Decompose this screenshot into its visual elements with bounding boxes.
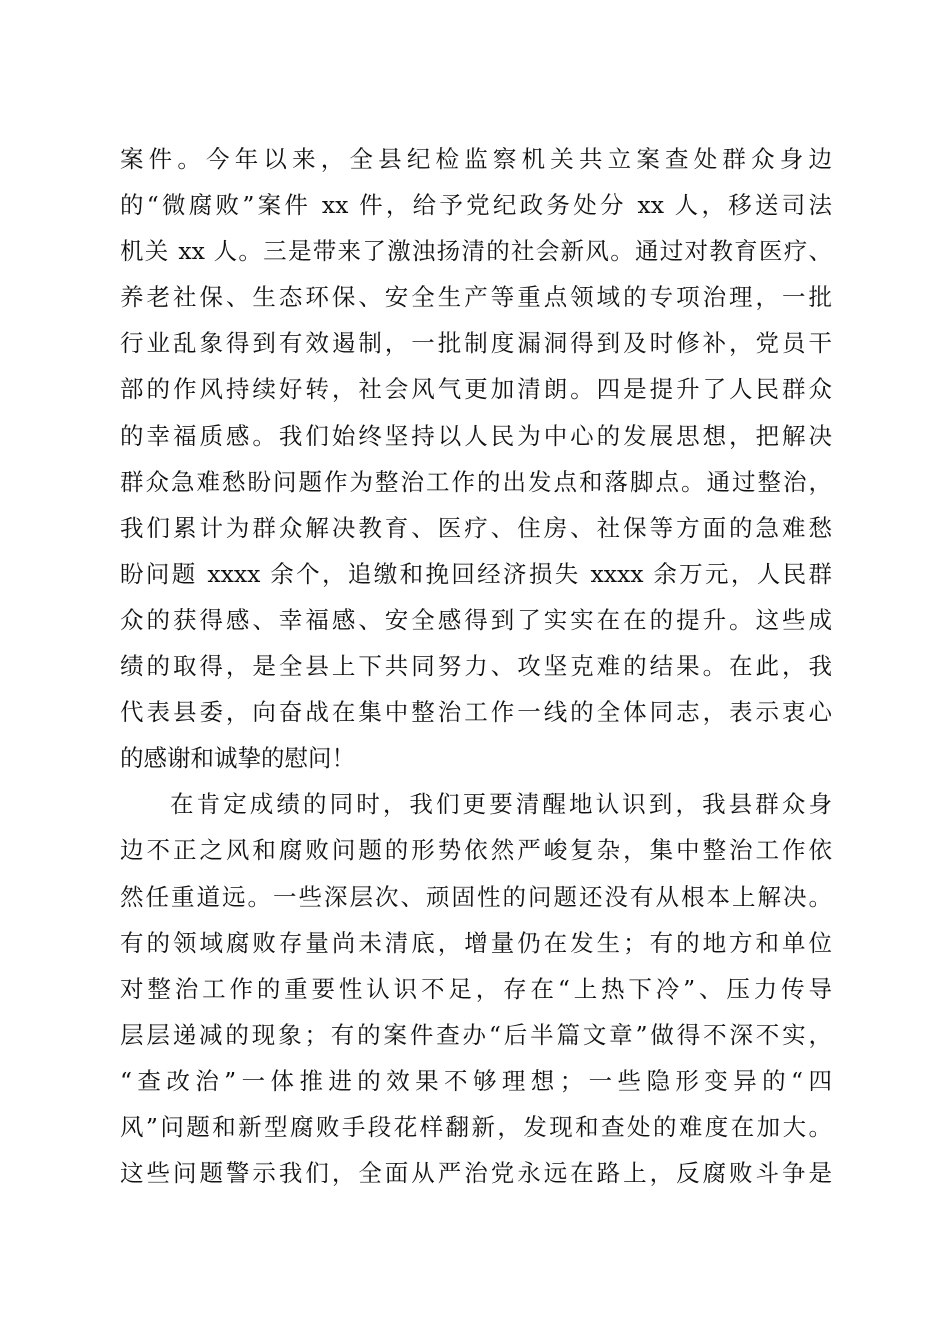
- text-line: 绩的取得，是全县上下共同努力、攻坚克难的结果。在此，我: [120, 652, 832, 681]
- text-line: 群众急难愁盼问题作为整治工作的出发点和落脚点。通过整治，: [120, 467, 832, 496]
- text-line: 行业乱象得到有效遏制，一批制度漏洞得到及时修补，党员干: [120, 329, 832, 358]
- text-line: 盼问题 xxxx 余个，追缴和挽回经济损失 xxxx 余万元，人民群: [120, 559, 832, 588]
- text-line: 然任重道远。一些深层次、顽固性的问题还没有从根本上解决。: [120, 882, 832, 911]
- text-line: 众的获得感、幸福感、安全感得到了实实在在的提升。这些成: [120, 605, 832, 634]
- text-line: 的感谢和诚挚的慰问！: [120, 744, 355, 773]
- document-body: [120, 136, 832, 1196]
- text-line: 机关 xx 人。三是带来了激浊扬清的社会新风。通过对教育医疗、: [120, 237, 832, 266]
- text-line: 对整治工作的重要性认识不足，存在“上热下冷”、压力传导: [120, 974, 832, 1003]
- text-line: 养老社保、生态环保、安全生产等重点领域的专项治理，一批: [120, 283, 832, 312]
- paragraph-achievements: [120, 136, 832, 781]
- text-line: 边不正之风和腐败问题的形势依然严峻复杂，集中整治工作依: [120, 836, 832, 865]
- text-line: 这些问题警示我们，全面从严治党永远在路上，反腐败斗争是: [120, 1159, 832, 1188]
- text-line: 我们累计为群众解决教育、医疗、住房、社保等方面的急难愁: [120, 513, 832, 542]
- text-line: 代表县委，向奋战在集中整治工作一线的全体同志，表示衷心: [120, 698, 832, 727]
- text-line: 层层递减的现象；有的案件查办“后半篇文章”做得不深不实，: [120, 1020, 832, 1049]
- paragraph-problems: [120, 781, 832, 1196]
- text-line: 的幸福质感。我们始终坚持以人民为中心的发展思想，把解决: [120, 421, 832, 450]
- text-line: 的“微腐败”案件 xx 件，给予党纪政务处分 xx 人，移送司法: [120, 191, 832, 220]
- text-line: “查改治”一体推进的效果不够理想；一些隐形变异的“四: [120, 1066, 832, 1095]
- text-line: 案件。今年以来，全县纪检监察机关共立案查处群众身边: [120, 145, 832, 173]
- text-line: 有的领域腐败存量尚未清底，增量仍在发生；有的地方和单位: [120, 928, 832, 957]
- text-line: 在肯定成绩的同时，我们更要清醒地认识到，我县群众身: [170, 790, 832, 819]
- text-line: 部的作风持续好转，社会风气更加清朗。四是提升了人民群众: [120, 375, 832, 404]
- text-line: 风”问题和新型腐败手段花样翻新，发现和查处的难度在加大。: [120, 1112, 832, 1141]
